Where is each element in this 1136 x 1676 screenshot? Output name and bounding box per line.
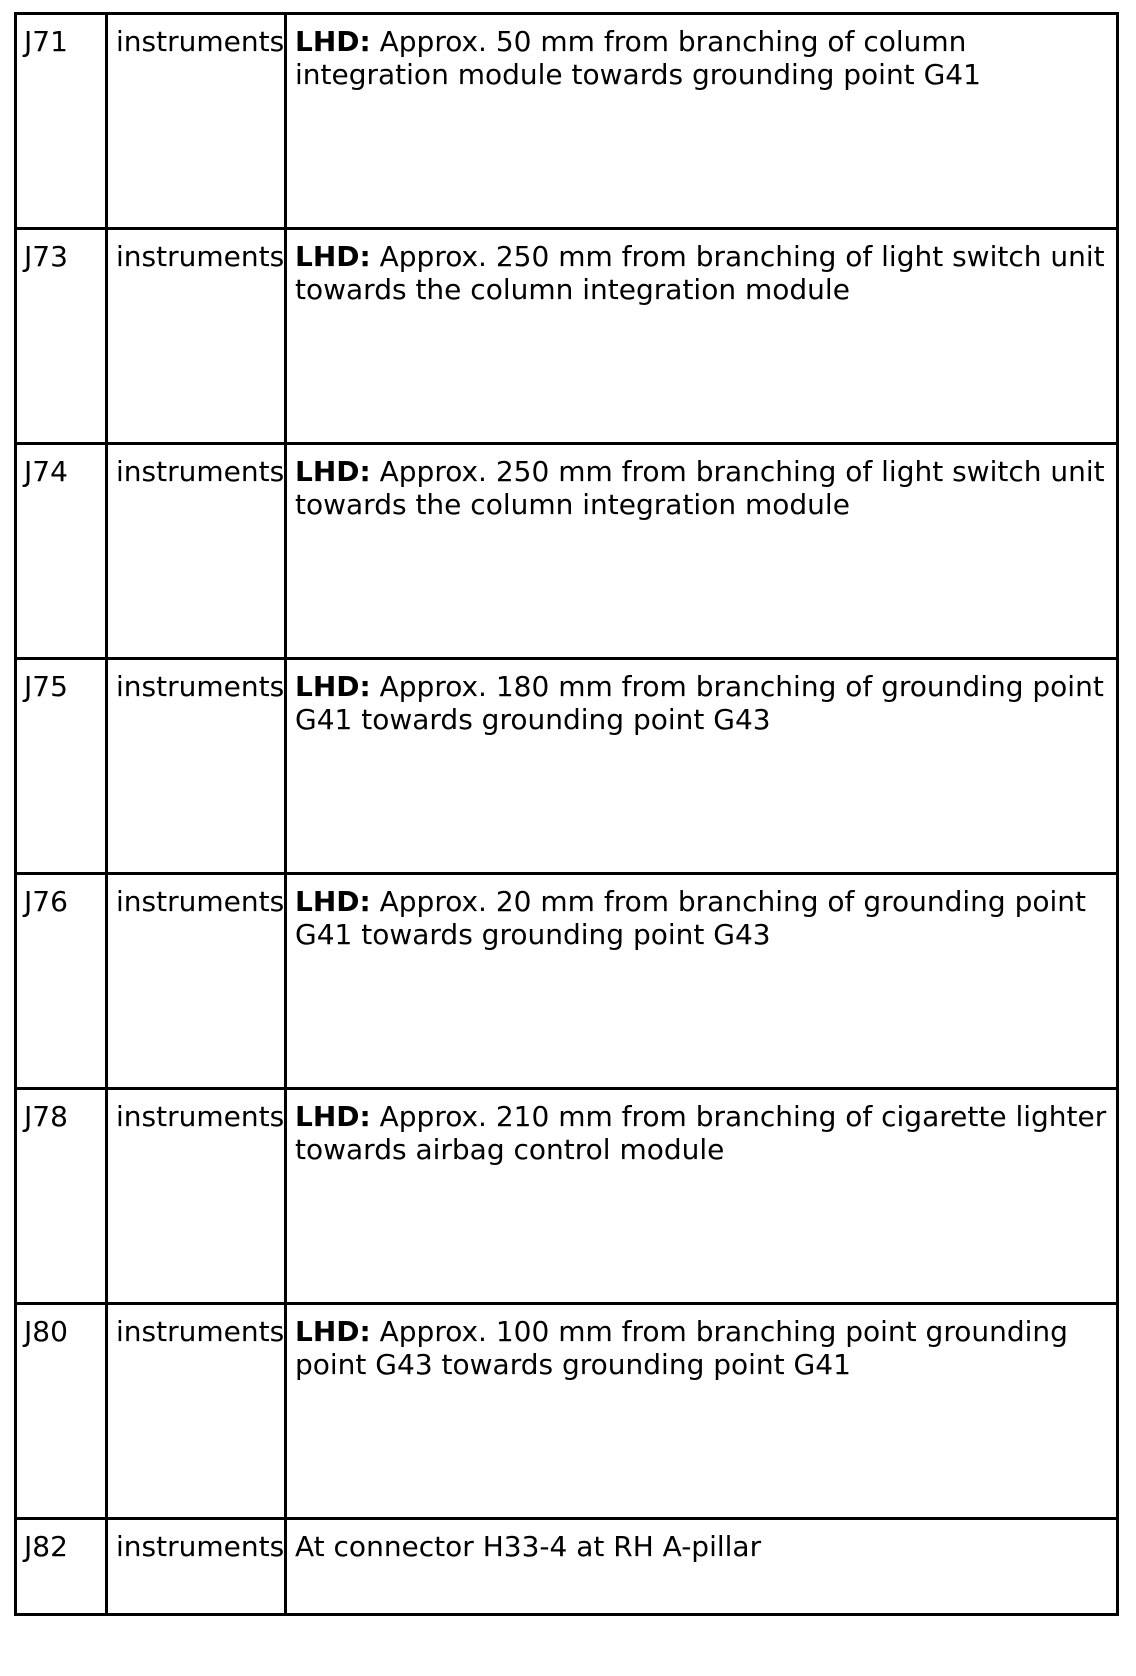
- description-text: Approx. 20 mm from branching of grounding point G41 towards grounding point G43: [295, 885, 1086, 951]
- location-area: instruments: [107, 229, 286, 444]
- description-text: At connector H33-4 at RH A-pillar: [295, 1530, 762, 1563]
- table-row: [16, 229, 1118, 444]
- location-description: [286, 659, 1118, 874]
- drive-side-label: LHD:: [295, 1315, 371, 1348]
- location-area: instruments: [107, 659, 286, 874]
- description-text: Approx. 180 mm from branching of grounding point G41 towards grounding point G43: [295, 670, 1104, 736]
- connector-location-table: [14, 12, 1119, 1616]
- location-description: [286, 1304, 1118, 1519]
- junction-id: J82: [16, 1519, 107, 1615]
- description-text: Approx. 250 mm from branching of light switch unit towards the column integration module: [295, 240, 1105, 306]
- location-area: instruments: [107, 1519, 286, 1615]
- junction-id: J73: [16, 229, 107, 444]
- junction-id: J74: [16, 444, 107, 659]
- location-area: instruments: [107, 874, 286, 1089]
- location-description: [286, 1089, 1118, 1304]
- location-description: [286, 229, 1118, 444]
- junction-id: J78: [16, 1089, 107, 1304]
- table-row: [16, 659, 1118, 874]
- junction-id: J76: [16, 874, 107, 1089]
- location-area: instruments: [107, 1304, 286, 1519]
- drive-side-label: LHD:: [295, 240, 371, 273]
- junction-id: J71: [16, 14, 107, 229]
- location-area: instruments: [107, 14, 286, 229]
- table-row: [16, 874, 1118, 1089]
- table-row: [16, 444, 1118, 659]
- table-row: [16, 1519, 1118, 1615]
- description-text: Approx. 50 mm from branching of column integration module towards grounding point G41: [295, 25, 981, 91]
- junction-id: J75: [16, 659, 107, 874]
- location-description: [286, 1519, 1118, 1615]
- drive-side-label: LHD:: [295, 455, 371, 488]
- description-text: Approx. 250 mm from branching of light switch unit towards the column integration module: [295, 455, 1105, 521]
- drive-side-label: LHD:: [295, 885, 371, 918]
- drive-side-label: LHD:: [295, 1100, 371, 1133]
- location-description: [286, 874, 1118, 1089]
- junction-id: J80: [16, 1304, 107, 1519]
- location-area: instruments: [107, 444, 286, 659]
- description-text: Approx. 210 mm from branching of cigarette lighter towards airbag control module: [295, 1100, 1107, 1166]
- table-row: [16, 1089, 1118, 1304]
- table-row: [16, 1304, 1118, 1519]
- location-description: [286, 444, 1118, 659]
- location-area: instruments: [107, 1089, 286, 1304]
- drive-side-label: LHD:: [295, 25, 371, 58]
- table-row: [16, 14, 1118, 229]
- drive-side-label: LHD:: [295, 670, 371, 703]
- location-description: [286, 14, 1118, 229]
- description-text: Approx. 100 mm from branching point grounding point G43 towards grounding point G41: [295, 1315, 1068, 1381]
